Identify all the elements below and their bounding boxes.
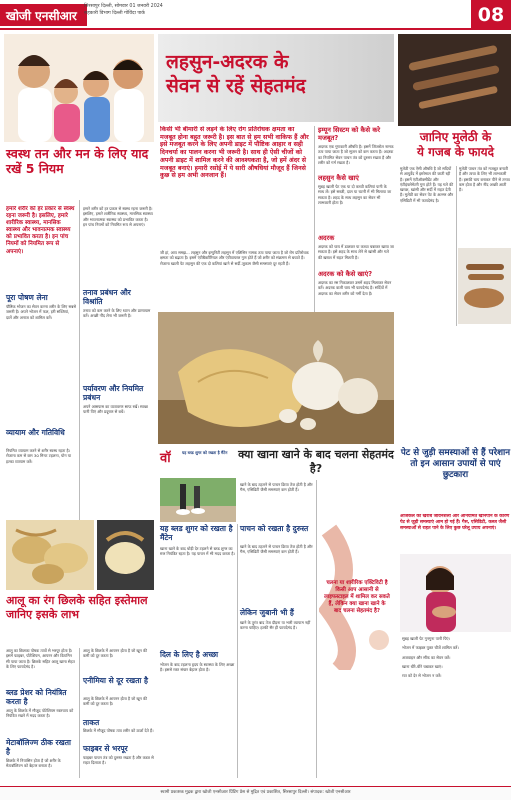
potato-photo: [6, 520, 94, 590]
stomach-photo: [400, 554, 511, 632]
walk-badge: वॉ: [160, 451, 171, 466]
top-story-headline-line: सेवन से रहें सेहतमंद: [166, 75, 306, 97]
body-anemia: आलू के छिलके में आयरन होता है जो खून की कमी को दूर करता है।: [83, 696, 147, 707]
footer-text: स्वामी प्रकाशक मुद्रक द्वारा खोजी एनसीआर प्रिंटिंग प्रेस से मुद्रित एवं प्रकाशित, सिरसापुर दिल्ली। संपादक: खोजी एनसीआर: [160, 790, 351, 795]
body-environment: अपने आसपास का वातावरण साफ रखें। स्वच्छ पानी पिएं और प्रदूषण से बचें।: [83, 404, 148, 415]
subhead-strength: ताकत: [83, 718, 100, 727]
stomach-tip: सुबह खाली पेट गुनगुना पानी पिएं।: [402, 636, 451, 641]
health-rules-headline: स्वस्थ तन और मन के लिए याद रखें 5 नियम: [6, 146, 149, 176]
body-ginger-how: अदरक का रस निकालकर उसमें शहद मिलाकर सेवन करें। अदरक वाली चाय भी फायदेमंद है। सर्दियों में अदरक का सेवन शरीर को गर्मी देता है।: [318, 280, 392, 296]
subhead-heart: दिल के लिए है अच्छा: [160, 650, 219, 659]
column-divider: [314, 126, 315, 312]
stomach-headline: पेट से जुड़ी समस्याओं से हैं परेशान तो इन आसान उपायों से पाएं छुटकारा: [400, 448, 511, 480]
subhead-ginger: अदरक: [318, 234, 335, 242]
page-number: 08: [471, 0, 511, 30]
subhead-metabolism: मेटाबॉलिज्म ठीक रखता है: [6, 738, 71, 756]
subhead-immune-system: इम्यून सिस्टम को कैसे करे मजबूत?: [318, 126, 381, 142]
subhead-nutrition: पूरा पोषण लेना: [6, 293, 48, 302]
subhead-ginger-how: अदरक को कैसे खाएं?: [318, 270, 373, 278]
potato-headline: आलू का रंग छिलके सहित इस्तेमाल जानिए इसके लाभ: [6, 594, 148, 621]
column-divider: [79, 648, 80, 778]
mulethi-headline-line: जानिए मुलेठी के: [419, 130, 492, 144]
body-stress: तनाव को कम करने के लिए ध्यान और प्राणायाम करें। अच्छी नींद लेना भी जरूरी है।: [83, 308, 151, 319]
family-photo: [4, 34, 154, 142]
body-blood-sugar: खाना खाने के बाद थोड़ी देर टहलने से ब्लड शुगर का स्तर नियंत्रित रहता है। यह पाचन में भी मदद करता है।: [160, 546, 235, 557]
top-story-body: जी हां, आप समझ... लहसुन और इम्युनिटी लहसुन में एलिसिन नामक तत्व पाया जाता है जो रोग प्रतिरोधक क्षमता को बढ़ाता है। इसमें एंटीबैक्टीरियल और एंटीवायरल गुण होते हैं जो शरीर को संक्रमण से बचाते हैं। रोजाना खाली पेट लहसुन की एक दो कलियां खाने से सर्दी-जुकाम जैसी समस्याएं दूर रहती हैं।: [160, 250, 309, 266]
walk-teaser: यह ब्लड शुगर को रखता है मैंटेन: [182, 450, 228, 455]
mulethi-powder-photo: [458, 248, 511, 324]
subhead-anemia: एनीमिया से दूर रखता है: [83, 676, 148, 685]
column-divider: [79, 200, 80, 520]
body-metabolism: छिलके में नियासिन होता है जो शरीर के मेटाबॉलिज्म को बेहतर बनाता है।: [6, 758, 61, 769]
top-story-headline-line: लहसुन-अदरक के: [166, 51, 289, 73]
column-divider: [237, 524, 238, 778]
stomach-intro: आजकल की खराब जीवनशैली और अनियमित खानपान के कारण पेट से जुड़ी समस्याएं आम हो गई हैं। गैस, एसिडिटी, कब्ज जैसी समस्याओं से राहत पाने के लिए कुछ घरेलू उपाय अपनाएं।: [400, 514, 510, 532]
walking-photo: [160, 478, 236, 522]
health-rules-intro: हमारे शरीर को हर प्रकार से स्वस्थ रहना जरूरी है। इसलिए, हमारे शारीरिक स्वास्थ्य, मानसिक स्वास्थ्य और भावनात्मक स्वास्थ्य को प्रभावित करता है। इन पांच नियमों को नियमित रूप से अपनाएं।: [6, 206, 75, 255]
body-fiber: फाइबर पाचन तंत्र को दुरुस्त रखता है और कब्ज से राहत दिलाता है।: [83, 755, 154, 766]
header-info-line: सिरसापुर दिल्ली, सोमवार 01 जनवरी 2024: [84, 4, 163, 9]
body-caution: खाने के तुरंत बाद तेज दौड़ना या भारी व्यायाम नहीं करना चाहिए। हल्की सैर ही फायदेमंद है।: [240, 620, 311, 631]
section-tag: खोजी एनसीआर: [0, 4, 87, 26]
subhead-environment: पर्यावरण और नियमित प्रबंधन: [83, 384, 144, 402]
walk-headline: क्या खाना खाने के बाद चलना सेहतमंद है?: [238, 448, 394, 475]
subhead-blood-sugar: यह ब्लड शुगर को रखता है मैंटेन: [160, 524, 233, 542]
subhead-digestion: पाचन को रखता है दुरुस्त: [240, 524, 309, 533]
subhead-fiber: फाइबर से भरपूर: [83, 744, 128, 753]
stomach-tip: खाना धीरे-धीरे चबाकर खाएं।: [402, 663, 443, 669]
subhead-caution: लेकिन जुबानी भी हैं: [240, 608, 294, 617]
mulethi-photo-top: [398, 34, 511, 126]
potato-col2-intro: आलू के छिलके में आयरन होता है जो खून की कमी को दूर करता है।: [83, 648, 147, 659]
walk-callout: चलना या शारीरिक एक्टिविटी है किसी आप आसानी से लाइफस्टाइल में शामिल कर सकते हैं, लेकिन क्या खाना खाने के बाद चलना सेहतमंद है?: [324, 580, 390, 614]
body-strength: छिलके में मौजूद पोषक तत्व शरीर को ऊर्जा देते हैं।: [83, 728, 154, 733]
body-nutrition: पौष्टिक भोजन का सेवन करना शरीर के लिए सबसे जरूरी है। अपने भोजन में फल, हरी सब्जियां, दालें और अनाज को शामिल करें।: [6, 304, 76, 320]
subhead-exercise: व्यायाम और गतिविधि: [6, 428, 65, 437]
stomach-tip: अजवाइन और सौंफ का सेवन करें।: [402, 654, 451, 660]
header-info-line: सहकारी विभाग दिल्ली गोविंदा पार्क: [84, 10, 145, 16]
subhead-garlic-how: लहसुन कैसे खाएं: [318, 174, 359, 182]
walk-col2-lead: खाने के बाद टहलने से पाचन क्रिया तेज होती है और गैस, एसिडिटी जैसी समस्याएं कम होती हैं।: [240, 482, 313, 493]
subhead-blood-pressure: ब्लड प्रेशर को नियंत्रित करता है: [6, 688, 67, 706]
body-immune-system: अदरक एक गुणकारी औषधि है। इसमें जिंजरोल नामक तत्व पाया जाता है जो सूजन को कम करता है। अदरक का नियमित सेवन पाचन तंत्र को दुरुस्त रखता है और शरीर को गर्म रखता है।: [318, 144, 394, 165]
header-info: [84, 4, 394, 17]
page-footer: [0, 786, 511, 800]
body-health-col2: हमारे शरीर को हर प्रकार से स्वस्थ रहना जरूरी है। इसलिए, हमारे शारीरिक स्वास्थ्य, मानसिक स्वास्थ्य और भावनात्मक स्वास्थ्य को प्रभावित करता है। इन पांच नियमों को नियमित रूप से अपनाएं।: [83, 206, 153, 227]
stomach-tips: [402, 636, 510, 678]
body-garlic-how: सुबह खाली पेट एक या दो कच्ची कलियां पानी के साथ लें। इसे सब्जी, दाल या चटनी में भी मिलाया जा सकता है। शहद के साथ लहसुन का सेवन भी लाभकारी होता है।: [318, 184, 392, 205]
body-blood-pressure: आलू के छिलके में मौजूद पोटेशियम रक्तचाप को नियंत्रित रखने में मदद करता है।: [6, 708, 74, 719]
stomach-tip: भोजन में फाइबर युक्त चीजें शामिल करें।: [402, 645, 459, 651]
body-digestion: खाने के बाद टहलने से पाचन क्रिया तेज होती है और गैस, एसिडिटी जैसी समस्याएं कम होती हैं।: [240, 544, 313, 555]
page-header: [0, 0, 511, 30]
potato-intro: आलू का छिलका पोषक तत्वों से भरपूर होता है। इसमें फाइबर, पोटेशियम, आयरन और विटामिन सी पाया जाता है। छिलके सहित आलू खाना सेहत के लिए फायदेमंद है।: [6, 648, 75, 669]
body-exercise: नियमित व्यायाम करने से शरीर स्वस्थ रहता है। रोजाना कम से कम 30 मिनट टहलना, योग या हल्का व्यायाम करें।: [6, 448, 72, 464]
mulethi-body-col1: मुलेठी एक ऐसी औषधि है जो सदियों से आयुर्वेद में इस्तेमाल की जाती रही है। इसमें एंटीऑक्सीडेंट और एंटीइंफ्लेमेटरी गुण होते हैं। यह गले की खराश, खांसी और सर्दी में राहत देती है। मुलेठी का सेवन पेट के अल्सर और एसिडिटी में भी फायदेमंद है।: [400, 166, 454, 203]
top-story-headline: [166, 50, 396, 98]
mulethi-headline-line: ये गजब के फायदे: [417, 145, 494, 159]
body-heart: भोजन के बाद टहलना हृदय के स्वास्थ्य के लिए अच्छा है। इससे रक्त संचार बेहतर होता है।: [160, 662, 235, 673]
garlic-ginger-photo: [158, 312, 394, 444]
mulethi-headline: [400, 130, 511, 160]
peel-photo: [97, 520, 154, 590]
stomach-tip: रात को देर से भोजन न करें।: [402, 673, 442, 679]
top-story-intro: किसी भी बीमारी से लड़ने के लिए रोग प्रतिरोधक क्षमता का मजबूत होना बहुत जरूरी है। इस बात से हम सभी वाकिफ हैं और इसे मजबूत करने के लिए अपनी डाइट में पौष्टिक आहार व सही दिनचर्या का पालन करना भी जरूरी है। साथ ही ऐसी चीजों को अपनी डाइट में शामिल करने की आवश्यकता है, जो हमें अंदर से मजबूत बनाएं। हमारी रसोई में ये सारी औषधियां मौजूद हैं जिनसे कुछ से हम अभी अनजान हैं।: [160, 126, 309, 180]
body-ginger: अदरक को चाय में डालकर या कच्चा चबाकर खाया जा सकता है। इसे शहद के साथ लेने से खांसी और गले की खराश में राहत मिलती है।: [318, 244, 394, 260]
mulethi-body-col2: मुलेठी पाचन तंत्र को मजबूत बनाती है और त्वचा के लिए भी लाभकारी है। इसकी चाय बनाकर पीने से तनाव कम होता है और नींद अच्छी आती है।: [459, 166, 510, 193]
subhead-stress: तनाव प्रबंधन और विश्रांति: [83, 288, 131, 306]
column-divider: [456, 166, 457, 326]
column-divider: [316, 480, 317, 778]
